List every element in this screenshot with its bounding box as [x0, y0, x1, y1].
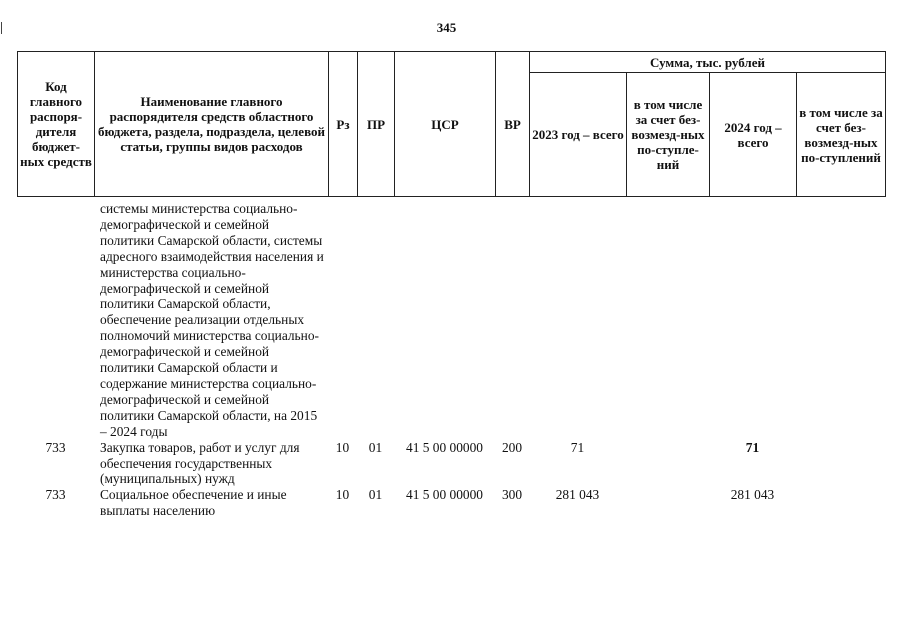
header-code: Код главного распоря-дителя бюджет-ных средств — [18, 52, 95, 197]
cell-2023-free — [626, 201, 709, 440]
header-name: Наименование главного распорядителя средств областного бюджета, раздела, подраздела, целевой статьи, группы видов расходов — [95, 52, 329, 197]
cell-2024-free — [796, 487, 885, 519]
cell-rz: 10 — [335, 487, 350, 503]
cell-2023-total: 71 — [570, 439, 585, 455]
table-row — [17, 487, 885, 519]
header-2024-total: 2024 год – всего — [710, 73, 797, 197]
table-row — [17, 440, 885, 488]
header-sum: Сумма, тыс. рублей — [530, 52, 886, 73]
table-header — [17, 51, 886, 197]
cell-code — [17, 201, 94, 440]
cell-csr: 41 5 00 00000 — [406, 487, 483, 503]
cell-2024-total: 71 — [745, 439, 760, 455]
table-row — [17, 201, 885, 440]
page-number: 345 — [436, 20, 457, 35]
cell-csr: 41 5 00 00000 — [406, 439, 483, 455]
cell-2023-total — [529, 201, 626, 440]
cell-2024-total — [709, 201, 796, 440]
cell-code: 733 — [45, 439, 66, 455]
header-pr: ПР — [358, 52, 395, 197]
cell-csr — [394, 201, 495, 440]
cell-2023-free — [626, 487, 709, 519]
cell-code: 733 — [45, 487, 66, 503]
cell-2024-free — [796, 440, 885, 488]
header-2023-total: 2023 год – всего — [530, 73, 627, 197]
cell-vr: 300 — [501, 487, 523, 503]
cell-name: Закупка товаров, работ и услуг для обеспечения государственных (муниципальных) нужд — [100, 439, 300, 487]
header-2024-free: в том числе за счет без-возмезд-ных по-ступлений — [797, 73, 886, 197]
header-2023-free: в том числе за счет без-возмезд-ных по-ступле-ний — [627, 73, 710, 197]
table-body — [17, 201, 885, 519]
cell-2023-free — [626, 440, 709, 488]
header-rz: Рз — [329, 52, 358, 197]
cell-pr: 01 — [368, 439, 383, 455]
cell-rz — [328, 201, 357, 440]
cell-rz: 10 — [335, 439, 350, 455]
cell-vr: 200 — [501, 439, 523, 455]
cell-2024-total: 281 043 — [730, 487, 775, 503]
cell-2023-total: 281 043 — [555, 487, 600, 503]
cell-pr: 01 — [368, 487, 383, 503]
header-csr: ЦСР — [395, 52, 496, 197]
cell-name: Социальное обеспечение и иные выплаты населению — [100, 487, 287, 519]
cell-name: системы министерства социально-демографической и семейной политики Самарской области, системы адресного взаимодействия населения и министерства социально-демографической и семейной политики Самарской области, обеспечение реализации отдельных полномочий министерства социально-демографической и семейной политики Самарской области и содержание министерства социально-демографической и семейной политики Самарской области, на 2015 – 2024 годы — [100, 201, 324, 439]
cell-vr — [495, 201, 529, 440]
cell-2024-free — [796, 201, 885, 440]
header-vr: ВР — [496, 52, 530, 197]
cell-pr — [357, 201, 394, 440]
